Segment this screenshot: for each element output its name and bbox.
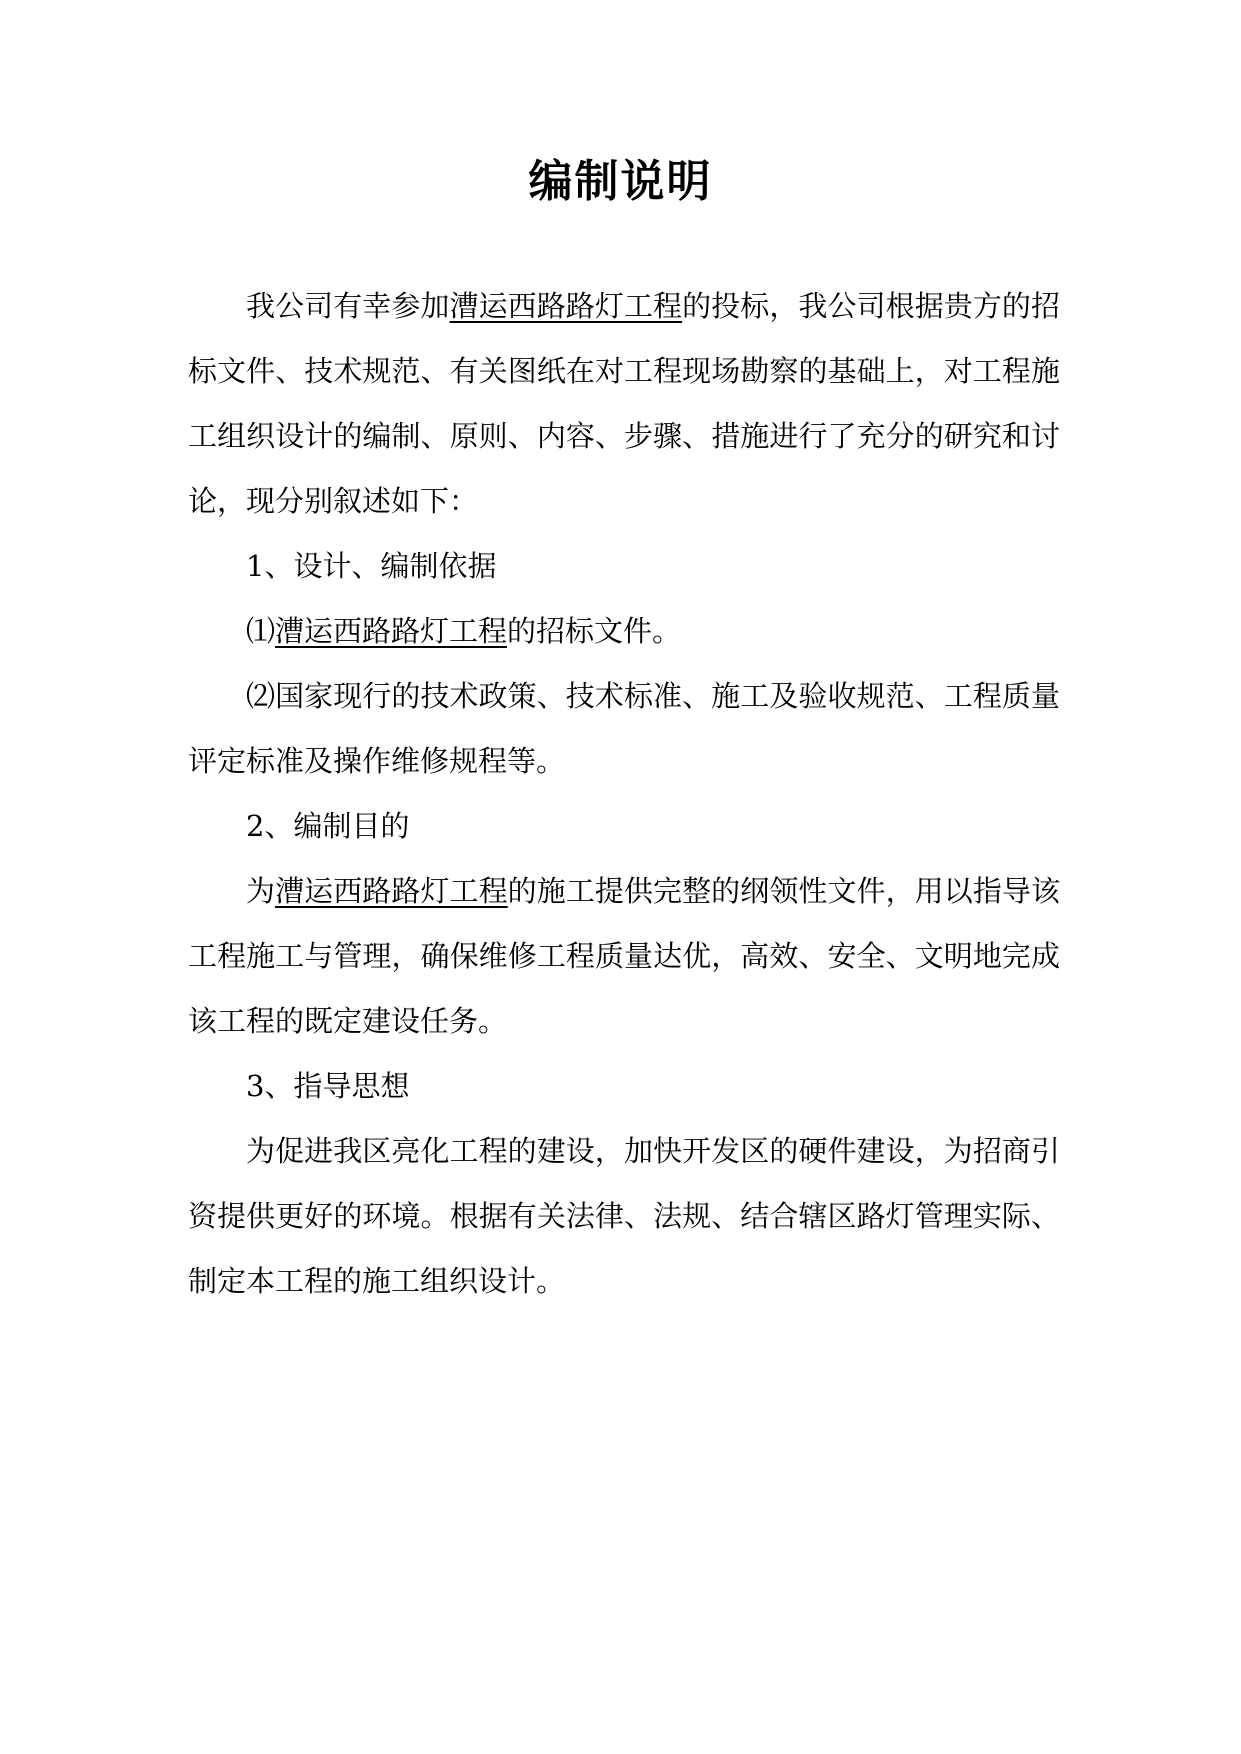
paragraph-text: 为促进我区亮化工程的建设，加快开发区的硬件建设，为招商引资提供更好的环境。根据有关法律、法规、结合辖区路灯管理实际、制定本工程的施工组织设计。 (188, 1134, 1060, 1298)
paragraph (188, 859, 1060, 1054)
paragraph-text: 我公司有幸参加 (246, 289, 450, 323)
paragraph-text: 的招标文件。 (507, 614, 682, 648)
paragraph-text: 1、设计、编制依据 (246, 549, 497, 583)
paragraph (188, 1054, 1060, 1119)
paragraph (188, 664, 1060, 794)
paragraph (188, 274, 1060, 534)
document-body (188, 274, 1060, 1314)
paragraph-text: 2、编制目的 (246, 809, 410, 843)
paragraph-text: 的施工提供完整的纲领性文件，用以指导该工程施工与管理，确保维修工程质量达优，高效、安全、文明地完成该工程的既定建设任务。 (188, 874, 1060, 1038)
paragraph-text: 3、指导思想 (246, 1069, 410, 1103)
paragraph (188, 599, 1060, 664)
paragraph-text: 的投标，我公司根据贵方的招标文件、技术规范、有关图纸在对工程现场勘察的基础上，对工程施工组织设计的编制、原则、内容、步骤、措施进行了充分的研究和讨论，现分别叙述如下： (188, 289, 1060, 518)
underlined-project-name: 漕运西路路灯工程 (275, 874, 508, 908)
underlined-project-name: 漕运西路路灯工程 (449, 289, 683, 323)
paragraph (188, 534, 1060, 599)
paragraph-text: ⑴ (246, 614, 276, 648)
paragraph (188, 794, 1060, 859)
paragraph-text: ⑵国家现行的技术政策、技术标准、施工及验收规范、工程质量评定标准及操作维修规程等。 (188, 679, 1060, 778)
paragraph-text: 为 (246, 874, 276, 908)
underlined-project-name: 漕运西路路灯工程 (275, 614, 508, 648)
paragraph (188, 1119, 1060, 1314)
document-title: 编制说明 (528, 156, 713, 207)
